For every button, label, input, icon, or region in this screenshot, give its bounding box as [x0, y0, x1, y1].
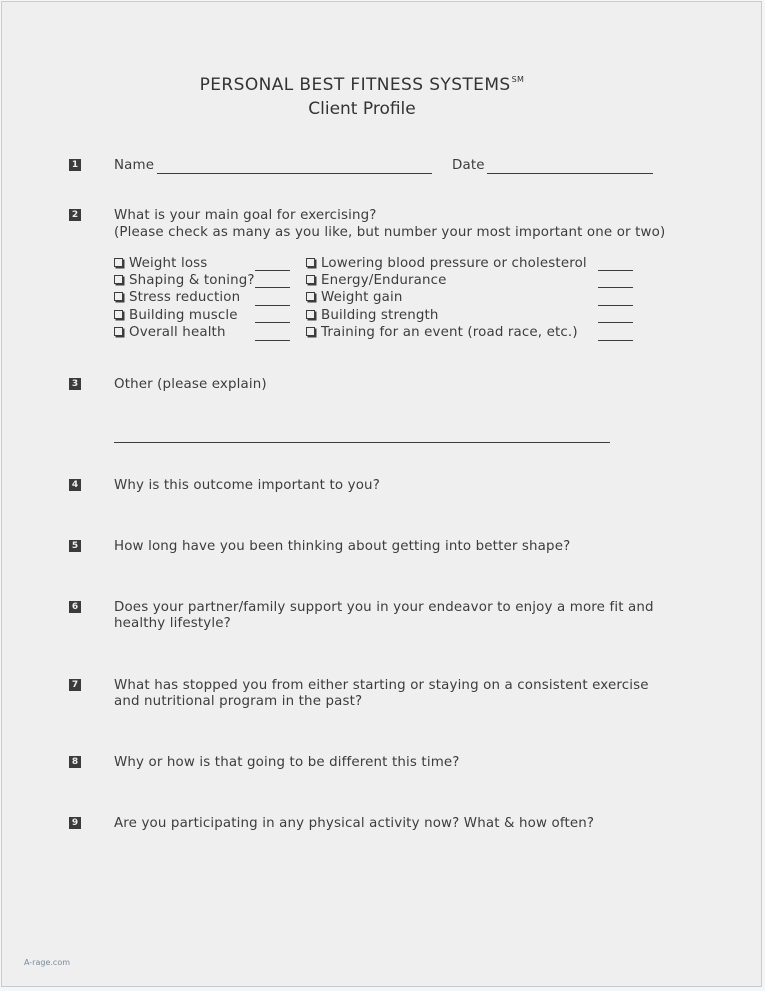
name-field[interactable]: [157, 173, 432, 174]
option-label: Lowering blood pressure or cholesterol: [321, 256, 587, 271]
rank-blank-weight-loss[interactable]: [255, 270, 290, 271]
question-9-text: Are you participating in any physical activity now? What & how often?: [114, 816, 595, 831]
option-label: Building muscle: [129, 308, 238, 323]
other-explain-field[interactable]: [114, 442, 610, 443]
question-3-text: Other (please explain): [114, 377, 267, 392]
question-number-4: 4: [69, 479, 81, 491]
option-label: Overall health: [129, 325, 226, 340]
option-training-for-event: [306, 324, 578, 341]
form-subtitle: Client Profile: [308, 99, 416, 119]
date-row: [452, 157, 485, 174]
form-header: [2, 68, 722, 121]
checkbox-shaping-toning[interactable]: [114, 275, 123, 284]
option-label: Energy/Endurance: [321, 273, 447, 288]
question-number-6: 6: [69, 601, 81, 613]
option-building-strength: [306, 307, 439, 324]
question-8-text: Why or how is that going to be different this time?: [114, 755, 460, 770]
form-title-line: [2, 68, 722, 97]
option-label: Building strength: [321, 308, 439, 323]
rank-blank-building-muscle[interactable]: [255, 322, 290, 323]
option-overall-health: [114, 324, 226, 341]
checkbox-training-for-event[interactable]: [306, 327, 315, 336]
option-energy-endurance: [306, 272, 447, 289]
checkbox-weight-gain[interactable]: [306, 292, 315, 301]
question-number-7: 7: [69, 679, 81, 691]
option-label: Training for an event (road race, etc.): [321, 325, 578, 340]
option-lowering-blood-pressure: [306, 255, 587, 272]
rank-blank-overall-health[interactable]: [255, 340, 290, 341]
question-6-line-2: healthy lifestyle?: [114, 616, 231, 631]
checkbox-building-strength[interactable]: [306, 310, 315, 319]
question-2-line-2: (Please check as many as you like, but number your most important one or two): [114, 225, 666, 240]
question-number-1: 1: [69, 159, 81, 171]
rank-blank-shaping-toning[interactable]: [255, 287, 290, 288]
form-title: PERSONAL BEST FITNESS SYSTEMS: [199, 75, 511, 95]
question-number-5: 5: [69, 540, 81, 552]
option-label: Shaping & toning?: [129, 273, 255, 288]
question-7-line-2: and nutritional program in the past?: [114, 694, 363, 709]
question-7-line-1: What has stopped you from either starting or staying on a consistent exercise: [114, 678, 649, 693]
option-building-muscle: [114, 307, 238, 324]
question-2-line-1: What is your main goal for exercising?: [114, 208, 377, 223]
rank-blank-weight-gain[interactable]: [598, 305, 633, 306]
checkbox-overall-health[interactable]: [114, 327, 123, 336]
checkbox-stress-reduction[interactable]: [114, 292, 123, 301]
option-weight-gain: [306, 289, 402, 306]
source-watermark: A-rage.com: [24, 958, 71, 967]
date-label: Date: [452, 158, 485, 173]
rank-blank-stress-reduction[interactable]: [255, 305, 290, 306]
rank-blank-energy-endurance[interactable]: [598, 287, 633, 288]
option-label: Stress reduction: [129, 290, 241, 305]
question-number-9: 9: [69, 817, 81, 829]
date-field[interactable]: [487, 173, 653, 174]
rank-blank-training-for-event[interactable]: [598, 340, 633, 341]
name-label: Name: [114, 158, 155, 173]
question-4-text: Why is this outcome important to you?: [114, 478, 380, 493]
question-5-text: How long have you been thinking about getting into better shape?: [114, 539, 571, 554]
service-mark: SM: [511, 75, 525, 84]
checkbox-weight-loss[interactable]: [114, 258, 123, 267]
name-row: [114, 157, 154, 174]
rank-blank-building-strength[interactable]: [598, 322, 633, 323]
question-number-8: 8: [69, 756, 81, 768]
option-label: Weight loss: [129, 256, 208, 271]
option-weight-loss: [114, 255, 207, 272]
checkbox-lowering-blood-pressure[interactable]: [306, 258, 315, 267]
checkbox-building-muscle[interactable]: [114, 310, 123, 319]
question-number-2: 2: [69, 209, 81, 221]
rank-blank-lowering-blood-pressure[interactable]: [598, 270, 633, 271]
option-shaping-toning: [114, 272, 255, 289]
form-page: [1, 1, 762, 987]
option-label: Weight gain: [321, 290, 403, 305]
question-number-3: 3: [69, 378, 81, 390]
option-stress-reduction: [114, 289, 240, 306]
question-6-line-1: Does your partner/family support you in your endeavor to enjoy a more fit and: [114, 600, 654, 615]
checkbox-energy-endurance[interactable]: [306, 275, 315, 284]
